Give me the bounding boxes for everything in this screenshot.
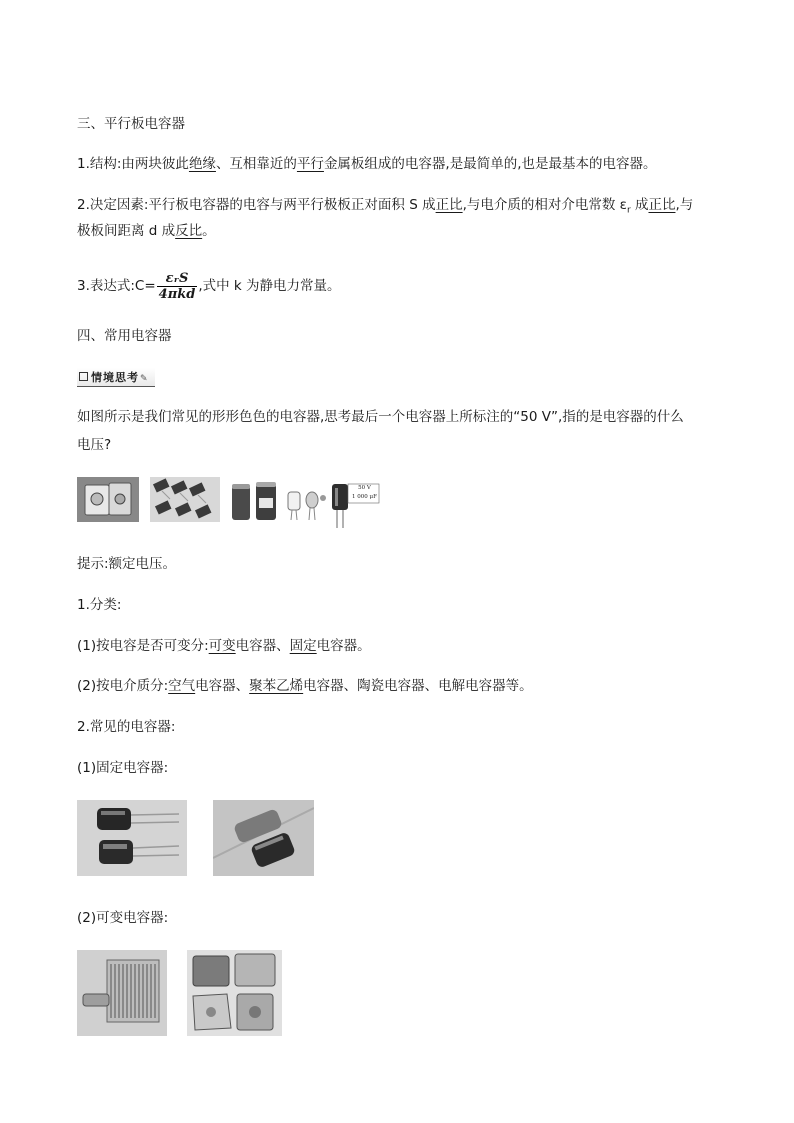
capacitor-rating-label: 50 V 1 000 μF: [352, 485, 377, 500]
section-heading-common-capacitors: 四、常用电容器: [77, 328, 172, 344]
can-capacitors-photo: [228, 480, 282, 522]
common-capacitors-title: 2.常见的电容器:: [77, 719, 176, 735]
film-capacitors-photo: [150, 477, 220, 522]
paragraph-factors-line2: 极板间距离 d 成反比。: [77, 223, 216, 239]
paragraph-expression: 3.表达式:C= $\frac{\text{εᵣS}}{\text{4πkd}}$ ,式中 k 为静电力常量。: [77, 270, 341, 302]
paragraph-factors-line1: 2.决定因素:平行板电容器的电容与两平行极板正对面积 S 成正比,与电介质的相对介电常数 $\varepsilon_r$ 成正比,与: [77, 197, 694, 216]
variable-capacitor-photo-2: [187, 950, 282, 1036]
trimmer-capacitor-photo: [77, 477, 139, 522]
hint-text: 提示:额定电压。: [77, 556, 177, 572]
fixed-capacitor-photo-1: [77, 800, 187, 876]
classification-by-dielectric: (2)按电介质分:空气电容器、聚苯乙烯电容器、陶瓷电容器、电解电容器等。: [77, 678, 533, 694]
question-line-1: 如图所示是我们常见的形形色色的电容器,思考最后一个电容器上所标注的“50 V”,指的是电容器的什么: [77, 409, 684, 425]
pen-icon: ✎: [140, 374, 149, 384]
electrolytic-capacitor-photo: [330, 480, 380, 530]
fixed-capacitor-photo-2: [213, 800, 314, 876]
small-capacitors-photo: [282, 484, 328, 522]
variable-capacitor-photo-1: [77, 950, 167, 1036]
fixed-capacitors-title: (1)固定电容器:: [77, 760, 169, 776]
paragraph-structure: 1.结构:由两块彼此绝缘、互相靠近的平行金属板组成的电容器,是最简单的,也是最基本的电容器。: [77, 156, 657, 172]
question-line-2: 电压?: [77, 437, 112, 453]
variable-capacitors-title: (2)可变电容器:: [77, 910, 169, 926]
scenario-thinking-tag: 情境思考✎: [77, 368, 155, 387]
box-icon: [79, 372, 88, 381]
section-heading-parallel-plate: 三、平行板电容器: [77, 116, 185, 132]
capacitance-formula: $\frac{\text{εᵣS}}{\text{4πkd}}$: [158, 270, 196, 302]
classification-title: 1.分类:: [77, 597, 122, 613]
classification-by-variability: (1)按电容是否可变分:可变电容器、固定电容器。: [77, 638, 371, 654]
